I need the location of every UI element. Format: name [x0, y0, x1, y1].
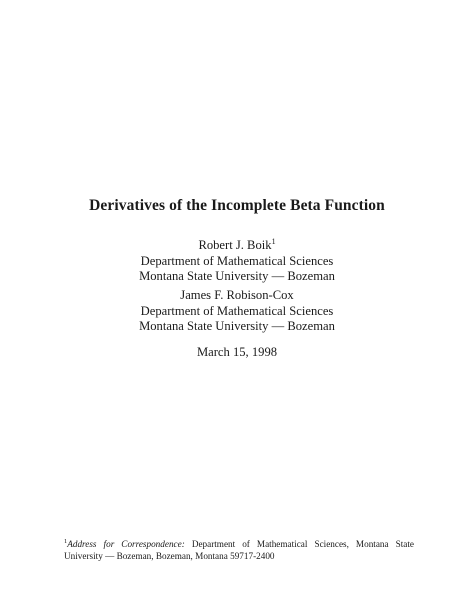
author-department: Department of Mathematical Sciences — [140, 253, 334, 268]
author-block-2 — [0, 288, 474, 335]
paper-title: Derivatives of the Incomplete Beta Function — [89, 197, 385, 214]
author-name: James F. Robison-Cox — [180, 288, 294, 302]
footnote-mark: 1 — [64, 537, 68, 545]
author-department: Department of Mathematical Sciences — [140, 303, 334, 318]
author-institution: Montana State University — Bozeman — [139, 319, 335, 333]
author-name-line — [0, 238, 474, 254]
author-name: Robert J. Boik — [198, 238, 272, 252]
footnote-text: Department of Mathematical Sciences, Montana State University — Bozeman, Bozeman, Montana 59717-2400 — [64, 539, 415, 561]
footnote-mark: 1 — [271, 236, 276, 246]
footnote-label: Address for Correspondence: — [67, 539, 185, 549]
footnote — [64, 538, 414, 562]
author-institution: Montana State University — Bozeman — [139, 269, 335, 283]
author-block-1 — [0, 238, 474, 285]
paper-date: March 15, 1998 — [196, 345, 278, 359]
